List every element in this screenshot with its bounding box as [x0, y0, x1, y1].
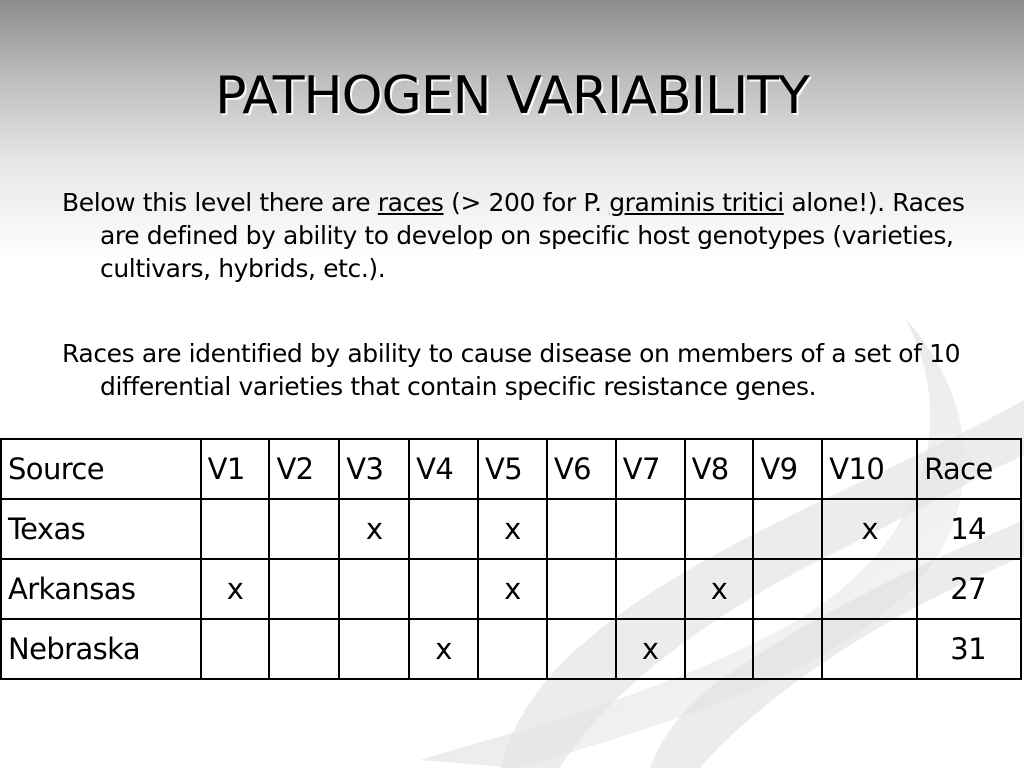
variety-cell — [269, 619, 339, 679]
source-cell: Texas — [1, 499, 201, 559]
variety-cell — [822, 619, 917, 679]
race-table — [0, 438, 1022, 680]
header-v6: V6 — [547, 439, 616, 499]
variety-cell: x — [685, 559, 754, 619]
variety-cell — [685, 499, 754, 559]
variety-cell — [409, 559, 478, 619]
table-row — [1, 559, 1021, 619]
table-row — [1, 499, 1021, 559]
variety-cell — [753, 499, 822, 559]
variety-cell — [339, 619, 409, 679]
header-race: Race — [917, 439, 1021, 499]
variety-cell — [753, 619, 822, 679]
header-v4: V4 — [409, 439, 478, 499]
variety-cell — [547, 559, 616, 619]
variety-cell — [478, 619, 547, 679]
variety-cell: x — [478, 559, 547, 619]
paragraph-races-identification: Races are identified by ability to cause disease on members of a set of 10 differential varieties that contain specific resistance genes. — [62, 339, 961, 401]
source-cell: Nebraska — [1, 619, 201, 679]
variety-cell — [269, 559, 339, 619]
variety-cell — [616, 499, 685, 559]
header-source: Source — [1, 439, 201, 499]
variety-cell — [269, 499, 339, 559]
variety-cell — [685, 619, 754, 679]
header-v9: V9 — [753, 439, 822, 499]
variety-cell — [753, 559, 822, 619]
table-row — [1, 619, 1021, 679]
race-cell: 14 — [917, 499, 1021, 559]
variety-cell — [201, 619, 270, 679]
source-cell: Arkansas — [1, 559, 201, 619]
slide-title: PATHOGEN VARIABILITY — [215, 66, 809, 126]
variety-cell: x — [201, 559, 270, 619]
variety-cell — [409, 499, 478, 559]
variety-cell — [822, 559, 917, 619]
para1-text-3: alone!). Races are defined by ability to develop on specific host genotypes (varieties, cultivars, hybrids, etc.). — [100, 188, 965, 283]
species-name: graminis tritici — [609, 188, 784, 217]
variety-cell: x — [339, 499, 409, 559]
variety-cell — [616, 559, 685, 619]
header-v2: V2 — [269, 439, 339, 499]
race-cell: 31 — [917, 619, 1021, 679]
header-v8: V8 — [685, 439, 754, 499]
header-v3: V3 — [339, 439, 409, 499]
header-v7: V7 — [616, 439, 685, 499]
variety-cell: x — [478, 499, 547, 559]
races-term: races — [377, 188, 444, 217]
variety-cell — [339, 559, 409, 619]
variety-cell: x — [409, 619, 478, 679]
variety-cell: x — [822, 499, 917, 559]
variety-cell — [201, 499, 270, 559]
variety-cell — [547, 619, 616, 679]
table-header-row — [1, 439, 1021, 499]
race-cell: 27 — [917, 559, 1021, 619]
header-v5: V5 — [478, 439, 547, 499]
variety-cell: x — [616, 619, 685, 679]
variety-cell — [547, 499, 616, 559]
header-v1: V1 — [201, 439, 270, 499]
header-v10: V10 — [822, 439, 917, 499]
para1-text-2: (> 200 for P. — [443, 188, 610, 217]
paragraph-races-definition — [62, 186, 970, 285]
para1-text-1: Below this level there are — [62, 188, 378, 217]
